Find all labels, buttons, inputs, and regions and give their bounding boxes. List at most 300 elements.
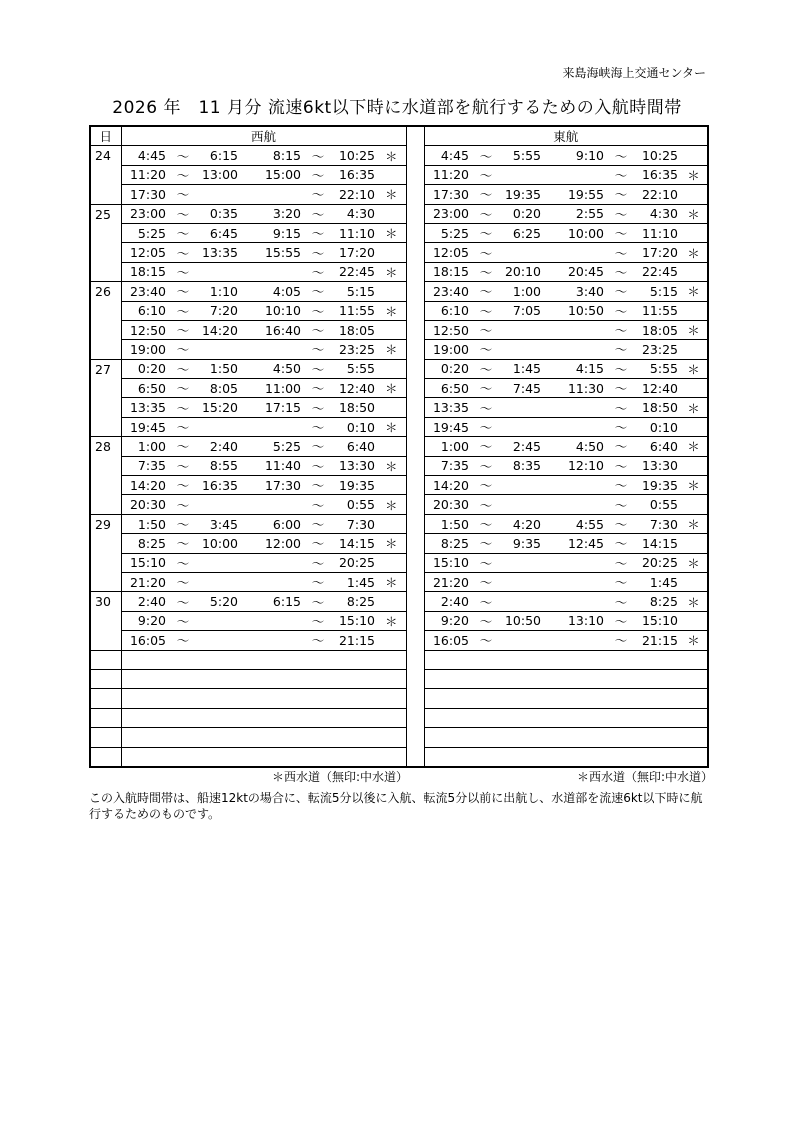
east-end-2: 8:25 (636, 592, 680, 611)
spacer (406, 534, 424, 553)
east-end-2: 12:40 (636, 379, 680, 398)
west-tilde-1: 〜 (168, 282, 198, 301)
spacer (406, 495, 424, 514)
table-row (90, 398, 708, 417)
spacer (406, 301, 424, 320)
east-end-2: 13:30 (636, 456, 680, 475)
east-end-1 (501, 243, 543, 262)
west-start-2: 3:20 (240, 204, 303, 223)
east-blank (424, 708, 708, 727)
east-end-1: 9:35 (501, 534, 543, 553)
east-channel-mark: ＊ (680, 592, 708, 611)
east-tilde-2: 〜 (606, 379, 636, 398)
header-day: 日 (90, 126, 121, 146)
day-cell: 24 (90, 146, 121, 165)
west-channel-mark: ＊ (377, 185, 406, 204)
west-tilde-1: 〜 (168, 398, 198, 417)
east-end-1: 1:45 (501, 359, 543, 378)
west-end-2: 6:40 (333, 437, 377, 456)
east-start-2: 4:55 (543, 514, 606, 533)
west-end-2: 14:15 (333, 534, 377, 553)
west-start-1: 16:05 (121, 631, 168, 650)
west-end-2: 7:30 (333, 514, 377, 533)
west-end-1: 13:00 (198, 165, 240, 184)
east-end-2: 22:10 (636, 185, 680, 204)
west-blank (121, 708, 406, 727)
header-west: 西航 (121, 126, 406, 146)
day-cell (90, 417, 121, 436)
east-end-2: 23:25 (636, 340, 680, 359)
day-cell (90, 456, 121, 475)
east-start-2: 2:55 (543, 204, 606, 223)
west-end-2: 8:25 (333, 592, 377, 611)
west-start-1: 0:20 (121, 359, 168, 378)
west-tilde-2: 〜 (303, 359, 333, 378)
spacer (406, 728, 424, 747)
east-blank (424, 728, 708, 747)
table-row (90, 534, 708, 553)
east-tilde-2: 〜 (606, 456, 636, 475)
header-east: 東航 (424, 126, 708, 146)
west-channel-mark: ＊ (377, 340, 406, 359)
table-row (90, 282, 708, 301)
east-start-1: 19:00 (424, 340, 471, 359)
west-end-2: 20:25 (333, 553, 377, 572)
spacer (406, 514, 424, 533)
east-tilde-2: 〜 (606, 146, 636, 165)
east-end-2: 16:35 (636, 165, 680, 184)
west-start-2: 17:30 (240, 476, 303, 495)
east-start-1: 19:45 (424, 417, 471, 436)
east-start-2: 4:50 (543, 437, 606, 456)
east-tilde-2: 〜 (606, 301, 636, 320)
day-cell (90, 728, 121, 747)
west-start-2: 12:00 (240, 534, 303, 553)
west-start-2: 15:55 (240, 243, 303, 262)
west-tilde-1: 〜 (168, 340, 198, 359)
west-end-1 (198, 611, 240, 630)
west-end-1 (198, 553, 240, 572)
table-row (90, 572, 708, 591)
west-end-1: 16:35 (198, 476, 240, 495)
east-start-1: 13:35 (424, 398, 471, 417)
east-tilde-1: 〜 (471, 379, 501, 398)
spacer (406, 747, 424, 767)
west-start-1: 21:20 (121, 572, 168, 591)
west-start-2: 10:10 (240, 301, 303, 320)
west-channel-mark (377, 359, 406, 378)
east-channel-mark (680, 456, 708, 475)
west-end-2: 22:45 (333, 262, 377, 281)
page-title: 2026 年 11 月分 流速6kt以下時に水道部を航行するための入航時間帯 (112, 98, 682, 118)
east-end-2: 5:55 (636, 359, 680, 378)
day-cell (90, 185, 121, 204)
east-tilde-2: 〜 (606, 514, 636, 533)
east-channel-mark (680, 495, 708, 514)
west-tilde-1: 〜 (168, 320, 198, 339)
day-cell (90, 747, 121, 767)
day-cell: 28 (90, 437, 121, 456)
east-tilde-2: 〜 (606, 631, 636, 650)
west-start-2: 5:25 (240, 437, 303, 456)
table-row (90, 379, 708, 398)
west-channel-mark (377, 204, 406, 223)
west-tilde-2: 〜 (303, 320, 333, 339)
west-start-1: 19:00 (121, 340, 168, 359)
west-end-1: 8:55 (198, 456, 240, 475)
west-tilde-1: 〜 (168, 553, 198, 572)
east-start-2: 11:30 (543, 379, 606, 398)
west-tilde-2: 〜 (303, 456, 333, 475)
east-end-2: 14:15 (636, 534, 680, 553)
day-cell (90, 320, 121, 339)
spacer (406, 437, 424, 456)
east-blank (424, 650, 708, 669)
east-start-2: 9:10 (543, 146, 606, 165)
east-start-1: 18:15 (424, 262, 471, 281)
east-end-1: 5:55 (501, 146, 543, 165)
east-end-1: 0:20 (501, 204, 543, 223)
east-start-1: 12:05 (424, 243, 471, 262)
west-channel-mark (377, 243, 406, 262)
east-tilde-2: 〜 (606, 282, 636, 301)
east-start-2 (543, 398, 606, 417)
spacer (406, 398, 424, 417)
west-end-1: 3:45 (198, 514, 240, 533)
west-start-2 (240, 495, 303, 514)
east-tilde-1: 〜 (471, 417, 501, 436)
spacer (406, 572, 424, 591)
east-start-1: 1:00 (424, 437, 471, 456)
west-tilde-1: 〜 (168, 476, 198, 495)
table-row (90, 359, 708, 378)
east-start-1: 14:20 (424, 476, 471, 495)
east-end-2: 5:15 (636, 282, 680, 301)
west-channel-mark (377, 631, 406, 650)
east-start-2: 4:15 (543, 359, 606, 378)
spacer (406, 379, 424, 398)
west-end-1: 14:20 (198, 320, 240, 339)
east-end-1 (501, 340, 543, 359)
west-tilde-2: 〜 (303, 514, 333, 533)
west-start-1: 20:30 (121, 495, 168, 514)
east-end-1: 1:00 (501, 282, 543, 301)
east-end-1 (501, 398, 543, 417)
west-end-1 (198, 262, 240, 281)
spacer (406, 126, 424, 146)
spacer (406, 592, 424, 611)
west-start-1: 2:40 (121, 592, 168, 611)
spacer (406, 185, 424, 204)
spacer (406, 456, 424, 475)
east-tilde-1: 〜 (471, 146, 501, 165)
west-start-2 (240, 185, 303, 204)
east-tilde-2: 〜 (606, 223, 636, 242)
west-channel-mark: ＊ (377, 456, 406, 475)
table-row (90, 146, 708, 165)
west-end-2: 13:30 (333, 456, 377, 475)
west-tilde-2: 〜 (303, 185, 333, 204)
east-end-2: 11:10 (636, 223, 680, 242)
east-channel-mark (680, 611, 708, 630)
west-end-2: 5:15 (333, 282, 377, 301)
west-end-1: 1:10 (198, 282, 240, 301)
west-end-2: 19:35 (333, 476, 377, 495)
east-tilde-2: 〜 (606, 204, 636, 223)
east-channel-mark: ＊ (680, 359, 708, 378)
east-tilde-1: 〜 (471, 243, 501, 262)
east-start-1: 21:20 (424, 572, 471, 591)
west-start-1: 12:50 (121, 320, 168, 339)
legend-west: ＊西水道（無印:中水道） (272, 770, 409, 784)
east-channel-mark (680, 185, 708, 204)
west-end-1: 8:05 (198, 379, 240, 398)
day-cell (90, 611, 121, 630)
west-end-1: 6:15 (198, 146, 240, 165)
west-tilde-2: 〜 (303, 534, 333, 553)
west-start-2: 4:05 (240, 282, 303, 301)
west-channel-mark (377, 320, 406, 339)
west-start-1: 8:25 (121, 534, 168, 553)
west-tilde-1: 〜 (168, 534, 198, 553)
west-tilde-2: 〜 (303, 437, 333, 456)
west-start-2 (240, 553, 303, 572)
day-cell (90, 495, 121, 514)
west-channel-mark: ＊ (377, 572, 406, 591)
east-tilde-1: 〜 (471, 553, 501, 572)
west-tilde-2: 〜 (303, 572, 333, 591)
west-tilde-2: 〜 (303, 611, 333, 630)
east-start-2: 19:55 (543, 185, 606, 204)
table-row (90, 495, 708, 514)
west-tilde-1: 〜 (168, 572, 198, 591)
spacer (406, 340, 424, 359)
organization: 来島海峡海上交通センター (562, 66, 706, 80)
east-channel-mark: ＊ (680, 204, 708, 223)
east-start-2 (543, 553, 606, 572)
east-tilde-2: 〜 (606, 185, 636, 204)
west-tilde-1: 〜 (168, 243, 198, 262)
west-end-2: 15:10 (333, 611, 377, 630)
west-channel-mark (377, 553, 406, 572)
west-end-1: 2:40 (198, 437, 240, 456)
east-start-2 (543, 592, 606, 611)
spacer (406, 204, 424, 223)
east-start-2 (543, 631, 606, 650)
table-row (90, 417, 708, 436)
east-start-2 (543, 340, 606, 359)
east-end-2: 1:45 (636, 572, 680, 591)
west-start-1: 1:00 (121, 437, 168, 456)
west-tilde-1: 〜 (168, 262, 198, 281)
day-cell (90, 708, 121, 727)
east-tilde-1: 〜 (471, 398, 501, 417)
west-tilde-2: 〜 (303, 379, 333, 398)
east-channel-mark (680, 417, 708, 436)
spacer (406, 243, 424, 262)
east-start-2: 10:00 (543, 223, 606, 242)
east-tilde-2: 〜 (606, 359, 636, 378)
east-tilde-1: 〜 (471, 320, 501, 339)
west-start-2 (240, 340, 303, 359)
west-end-1: 1:50 (198, 359, 240, 378)
east-start-2 (543, 417, 606, 436)
east-end-1 (501, 417, 543, 436)
west-end-1: 10:00 (198, 534, 240, 553)
west-start-2: 6:00 (240, 514, 303, 533)
west-start-1: 14:20 (121, 476, 168, 495)
east-tilde-1: 〜 (471, 282, 501, 301)
west-start-2: 4:50 (240, 359, 303, 378)
west-tilde-2: 〜 (303, 340, 333, 359)
west-end-2: 12:40 (333, 379, 377, 398)
west-tilde-1: 〜 (168, 301, 198, 320)
day-cell (90, 476, 121, 495)
west-blank (121, 650, 406, 669)
west-tilde-1: 〜 (168, 379, 198, 398)
west-start-2: 11:40 (240, 456, 303, 475)
east-tilde-1: 〜 (471, 165, 501, 184)
east-end-1 (501, 165, 543, 184)
spacer (406, 476, 424, 495)
west-start-1: 18:15 (121, 262, 168, 281)
east-tilde-1: 〜 (471, 572, 501, 591)
west-end-2: 1:45 (333, 572, 377, 591)
east-blank (424, 669, 708, 688)
table-row (90, 320, 708, 339)
east-start-1: 6:10 (424, 301, 471, 320)
east-end-1: 19:35 (501, 185, 543, 204)
east-start-2 (543, 476, 606, 495)
east-end-2: 10:25 (636, 146, 680, 165)
west-channel-mark: ＊ (377, 379, 406, 398)
west-end-2: 17:20 (333, 243, 377, 262)
east-tilde-1: 〜 (471, 301, 501, 320)
east-channel-mark: ＊ (680, 165, 708, 184)
west-channel-mark: ＊ (377, 146, 406, 165)
east-end-1: 2:45 (501, 437, 543, 456)
east-tilde-2: 〜 (606, 611, 636, 630)
east-tilde-1: 〜 (471, 185, 501, 204)
day-cell (90, 553, 121, 572)
east-start-1: 12:50 (424, 320, 471, 339)
east-end-2: 21:15 (636, 631, 680, 650)
east-blank (424, 747, 708, 767)
east-start-2: 13:10 (543, 611, 606, 630)
west-start-1: 17:30 (121, 185, 168, 204)
west-start-1: 4:45 (121, 146, 168, 165)
east-tilde-1: 〜 (471, 495, 501, 514)
east-start-2 (543, 320, 606, 339)
east-tilde-1: 〜 (471, 359, 501, 378)
east-channel-mark (680, 301, 708, 320)
east-start-2: 20:45 (543, 262, 606, 281)
east-end-1: 4:20 (501, 514, 543, 533)
east-tilde-2: 〜 (606, 243, 636, 262)
east-tilde-2: 〜 (606, 553, 636, 572)
west-start-1: 13:35 (121, 398, 168, 417)
east-end-1 (501, 553, 543, 572)
day-cell (90, 243, 121, 262)
west-channel-mark: ＊ (377, 417, 406, 436)
west-channel-mark: ＊ (377, 534, 406, 553)
west-start-2 (240, 572, 303, 591)
west-start-2 (240, 417, 303, 436)
east-start-2 (543, 572, 606, 591)
west-tilde-2: 〜 (303, 165, 333, 184)
east-start-2 (543, 165, 606, 184)
table-row (90, 243, 708, 262)
east-end-1: 10:50 (501, 611, 543, 630)
day-cell (90, 572, 121, 591)
west-end-1: 5:20 (198, 592, 240, 611)
west-start-2: 9:15 (240, 223, 303, 242)
day-cell (90, 669, 121, 688)
east-tilde-2: 〜 (606, 340, 636, 359)
east-tilde-2: 〜 (606, 495, 636, 514)
east-tilde-2: 〜 (606, 437, 636, 456)
west-end-1: 0:35 (198, 204, 240, 223)
west-end-2: 10:25 (333, 146, 377, 165)
east-channel-mark: ＊ (680, 631, 708, 650)
west-tilde-2: 〜 (303, 631, 333, 650)
east-end-1 (501, 476, 543, 495)
day-cell: 27 (90, 359, 121, 378)
east-start-1: 5:25 (424, 223, 471, 242)
west-channel-mark (377, 165, 406, 184)
east-end-1: 20:10 (501, 262, 543, 281)
east-channel-mark: ＊ (680, 553, 708, 572)
east-start-2: 12:45 (543, 534, 606, 553)
west-end-1 (198, 572, 240, 591)
east-end-2: 15:10 (636, 611, 680, 630)
west-tilde-2: 〜 (303, 495, 333, 514)
west-start-1: 19:45 (121, 417, 168, 436)
spacer (406, 553, 424, 572)
west-end-1: 15:20 (198, 398, 240, 417)
west-channel-mark (377, 437, 406, 456)
west-end-1 (198, 185, 240, 204)
day-cell (90, 398, 121, 417)
table-row (90, 223, 708, 242)
day-cell (90, 650, 121, 669)
west-start-1: 7:35 (121, 456, 168, 475)
east-tilde-2: 〜 (606, 165, 636, 184)
spacer (406, 417, 424, 436)
table-row (90, 301, 708, 320)
table-row (90, 476, 708, 495)
day-cell (90, 534, 121, 553)
east-start-1: 9:20 (424, 611, 471, 630)
east-channel-mark (680, 379, 708, 398)
spacer (406, 650, 424, 669)
east-start-1: 11:20 (424, 165, 471, 184)
table-row (90, 553, 708, 572)
spacer (406, 223, 424, 242)
east-channel-mark: ＊ (680, 514, 708, 533)
day-cell (90, 340, 121, 359)
east-tilde-2: 〜 (606, 572, 636, 591)
east-end-1 (501, 631, 543, 650)
table-row (90, 437, 708, 456)
east-tilde-2: 〜 (606, 262, 636, 281)
east-start-2: 12:10 (543, 456, 606, 475)
east-tilde-1: 〜 (471, 592, 501, 611)
day-cell (90, 379, 121, 398)
east-start-1: 15:10 (424, 553, 471, 572)
east-start-1: 17:30 (424, 185, 471, 204)
west-tilde-2: 〜 (303, 282, 333, 301)
